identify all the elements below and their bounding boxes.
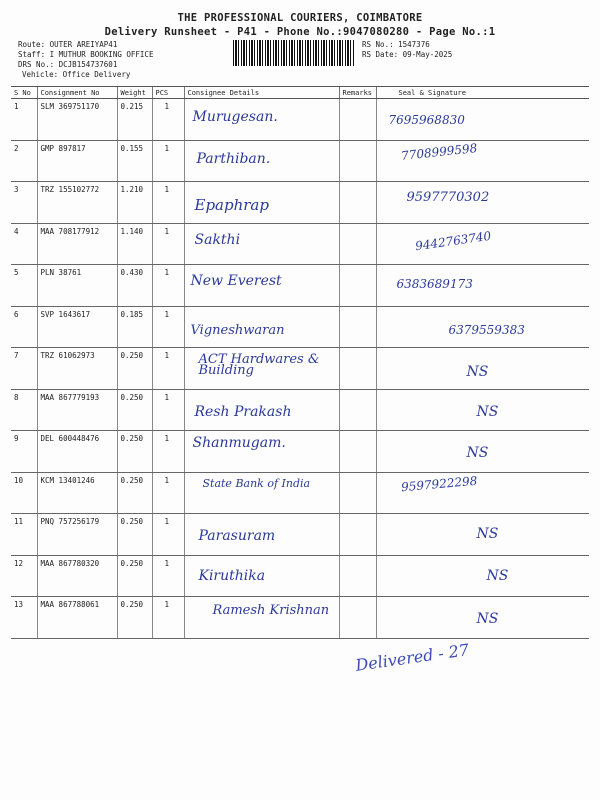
table-row	[11, 514, 589, 556]
col-signature: Seal & Signature	[376, 87, 589, 99]
row-signature: 7708999598	[399, 140, 478, 163]
row-pcs: 1	[152, 99, 184, 141]
row-remarks	[339, 99, 376, 141]
row-signature: 6379559383	[448, 322, 525, 337]
row-remarks	[339, 140, 376, 182]
table-header-row	[11, 87, 589, 99]
row-consignee: Epaphrap	[194, 196, 269, 214]
row-signature: 9597922298	[400, 473, 478, 494]
row-signature: NS	[466, 364, 489, 380]
row-signature: NS	[476, 403, 499, 420]
row-sno: 8	[11, 389, 37, 431]
row-consignee: Parasuram	[198, 528, 276, 544]
row-pcs: 1	[152, 182, 184, 224]
row-signature-cell	[376, 348, 589, 390]
row-sno: 4	[11, 223, 37, 265]
row-sno: 11	[11, 514, 37, 556]
row-sno: 2	[11, 140, 37, 182]
col-consignee: Consignee Details	[184, 87, 339, 99]
row-sno: 9	[11, 431, 37, 473]
row-consignee-cell	[184, 306, 339, 348]
row-consignment-no: SLM 369751170	[37, 99, 117, 141]
row-weight: 0.215	[117, 99, 152, 141]
row-signature-cell	[376, 306, 589, 348]
rs-number: RS No.: 1547376	[362, 40, 430, 49]
row-remarks	[339, 555, 376, 597]
row-consignee: Ramesh Krishnan	[212, 603, 330, 618]
row-remarks	[339, 514, 376, 556]
row-consignment-no: MAA 867780320	[37, 555, 117, 597]
table-row	[11, 555, 589, 597]
row-signature: NS	[486, 567, 509, 584]
row-signature-cell	[376, 389, 589, 431]
table-row	[11, 472, 589, 514]
row-consignee-cell	[184, 99, 339, 141]
row-consignee: Shanmugam.	[192, 435, 286, 451]
row-consignee: Parthiban.	[196, 150, 271, 167]
table-row	[11, 99, 589, 141]
row-remarks	[339, 265, 376, 307]
row-consignee: ACT Hardwares & Building	[198, 352, 320, 378]
row-pcs: 1	[152, 306, 184, 348]
row-sno: 7	[11, 348, 37, 390]
table-row	[11, 223, 589, 265]
row-consignee: Vigneshwaran	[190, 322, 285, 338]
row-consignee-cell	[184, 431, 339, 473]
row-consignment-no: MAA 867788061	[37, 597, 117, 639]
row-consignee-cell	[184, 348, 339, 390]
row-weight: 0.250	[117, 597, 152, 639]
row-sno: 6	[11, 306, 37, 348]
row-sno: 13	[11, 597, 37, 639]
row-remarks	[339, 182, 376, 224]
row-remarks	[339, 431, 376, 473]
staff-line: Staff: I MUTHUR BOOKING OFFICE	[18, 50, 154, 59]
table-row	[11, 182, 589, 224]
row-remarks	[339, 389, 376, 431]
row-pcs: 1	[152, 514, 184, 556]
delivered-note: Delivered - 27	[354, 640, 471, 675]
row-remarks	[339, 472, 376, 514]
col-weight: Weight	[117, 87, 152, 99]
row-signature: NS	[476, 526, 499, 542]
row-signature-cell	[376, 555, 589, 597]
row-sno: 5	[11, 265, 37, 307]
drs-line: DRS No.: DCJB154737601	[18, 60, 118, 69]
table-row	[11, 265, 589, 307]
row-pcs: 1	[152, 348, 184, 390]
row-consignment-no: DEL 600448476	[37, 431, 117, 473]
row-signature: 6383689173	[396, 277, 473, 291]
row-signature-cell	[376, 223, 589, 265]
row-weight: 0.185	[117, 306, 152, 348]
row-consignment-no: GMP 897817	[37, 140, 117, 182]
row-pcs: 1	[152, 265, 184, 307]
row-weight: 0.155	[117, 140, 152, 182]
row-signature-cell	[376, 265, 589, 307]
row-signature: NS	[466, 445, 489, 461]
col-pcs: PCS	[152, 87, 184, 99]
row-consignment-no: SVP 1643617	[37, 306, 117, 348]
row-signature: 9442763740	[413, 228, 492, 253]
row-pcs: 1	[152, 597, 184, 639]
row-consignee-cell	[184, 182, 339, 224]
row-remarks	[339, 306, 376, 348]
row-weight: 0.250	[117, 555, 152, 597]
row-consignee: Resh Prakash	[194, 403, 292, 420]
row-consignee-cell	[184, 555, 339, 597]
route-line: Route: OUTER AREIYAP41	[18, 40, 118, 49]
row-signature-cell	[376, 431, 589, 473]
row-consignee-cell	[184, 223, 339, 265]
row-signature-cell	[376, 140, 589, 182]
row-signature-cell	[376, 182, 589, 224]
row-consignee-cell	[184, 265, 339, 307]
company-name: THE PROFESSIONAL COURIERS, COIMBATORE	[177, 12, 423, 24]
row-consignee: Murugesan.	[192, 109, 278, 125]
row-consignee-cell	[184, 472, 339, 514]
row-weight: 0.250	[117, 514, 152, 556]
table-row	[11, 389, 589, 431]
row-weight: 0.430	[117, 265, 152, 307]
row-weight: 0.250	[117, 472, 152, 514]
row-consignment-no: TRZ 61062973	[37, 348, 117, 390]
table-row	[11, 140, 589, 182]
table-row	[11, 306, 589, 348]
runsheet-title: Delivery Runsheet - P41 - Phone No.:9047080280 - Page No.:1	[104, 26, 496, 38]
runsheet-meta	[362, 40, 452, 60]
row-signature-cell	[376, 99, 589, 141]
row-weight: 0.250	[117, 431, 152, 473]
row-consignee: New Everest	[190, 273, 282, 289]
row-pcs: 1	[152, 472, 184, 514]
table-row	[11, 348, 589, 390]
row-sno: 1	[11, 99, 37, 141]
row-remarks	[339, 223, 376, 265]
row-remarks	[339, 597, 376, 639]
row-consignment-no: PNQ 757256179	[37, 514, 117, 556]
vehicle-line: Vehicle: Office Delivery	[22, 70, 131, 79]
row-consignee-cell	[184, 140, 339, 182]
row-signature: NS	[476, 611, 499, 627]
row-weight: 0.250	[117, 389, 152, 431]
row-signature-cell	[376, 597, 589, 639]
row-consignee: Sakthi	[194, 231, 241, 248]
row-signature-cell	[376, 514, 589, 556]
row-consignee-cell	[184, 597, 339, 639]
row-pcs: 1	[152, 140, 184, 182]
row-sno: 3	[11, 182, 37, 224]
row-pcs: 1	[152, 431, 184, 473]
row-consignee: State Bank of India	[202, 476, 311, 490]
route-info	[18, 40, 153, 80]
row-consignment-no: KCM 13401246	[37, 472, 117, 514]
barcode	[233, 40, 355, 66]
row-remarks	[339, 348, 376, 390]
col-sno: S No	[11, 87, 37, 99]
row-pcs: 1	[152, 223, 184, 265]
row-weight: 1.210	[117, 182, 152, 224]
row-signature: 7695968830	[388, 113, 465, 127]
row-sno: 12	[11, 555, 37, 597]
table-row	[11, 431, 589, 473]
col-consignment: Consignment No	[37, 87, 117, 99]
row-consignee-cell	[184, 389, 339, 431]
row-signature-cell	[376, 472, 589, 514]
row-pcs: 1	[152, 389, 184, 431]
row-signature: 9597770302	[406, 190, 490, 205]
row-consignee: Kiruthika	[198, 567, 266, 584]
row-weight: 1.140	[117, 223, 152, 265]
row-consignment-no: MAA 708177912	[37, 223, 117, 265]
row-weight: 0.250	[117, 348, 152, 390]
row-pcs: 1	[152, 555, 184, 597]
table-row	[11, 597, 589, 639]
row-consignment-no: MAA 867779193	[37, 389, 117, 431]
row-consignment-no: TRZ 155102772	[37, 182, 117, 224]
runsheet-table	[11, 86, 589, 639]
row-consignee-cell	[184, 514, 339, 556]
row-consignment-no: PLN 38761	[37, 265, 117, 307]
col-remarks: Remarks	[339, 87, 376, 99]
rs-date: RS Date: 09-May-2025	[362, 50, 453, 59]
row-sno: 10	[11, 472, 37, 514]
